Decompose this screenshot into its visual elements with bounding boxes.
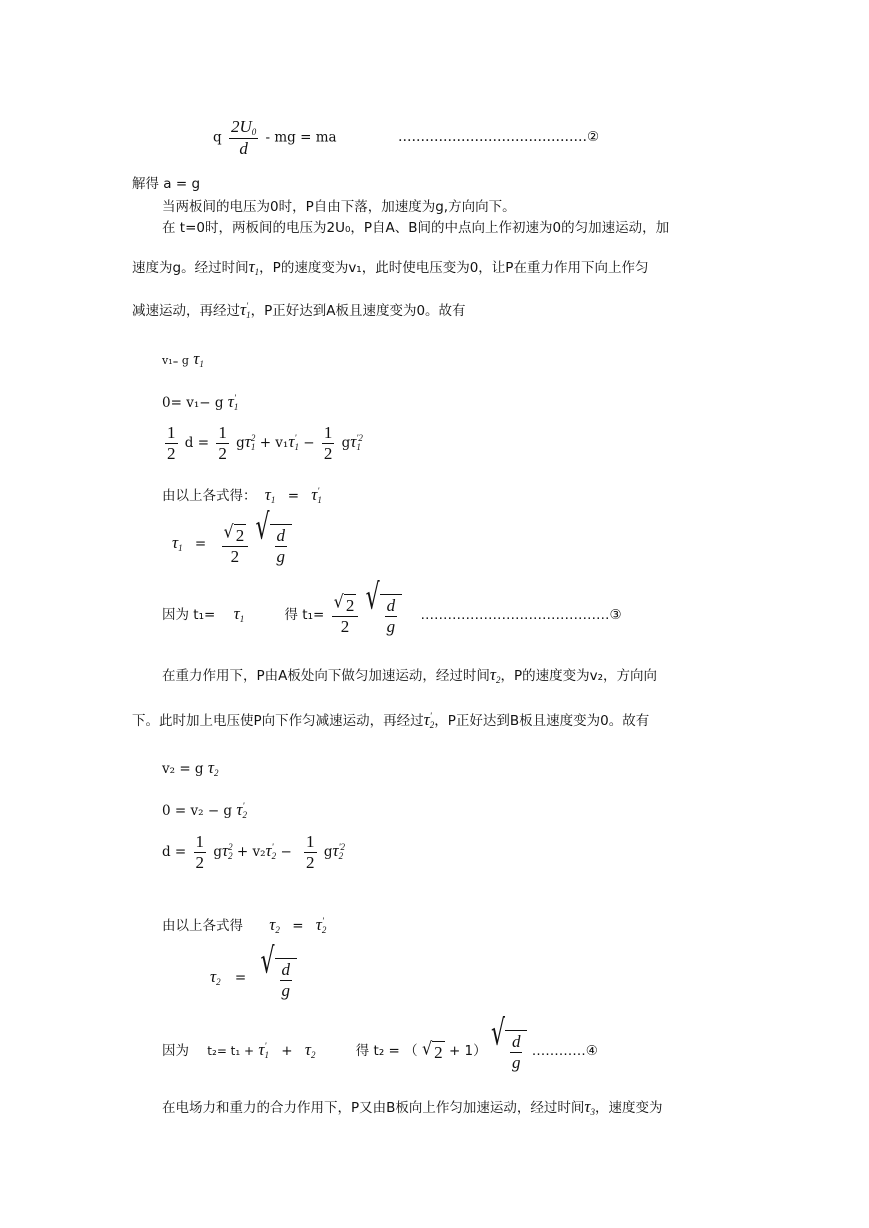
because-t1: 因为 $t_1= \tau_1$ 得 t₁= √ 2 2 √ $\frac{d}{g}$ ……………………………………③ [162,578,622,636]
para4: 在电场力和重力的合力作用下，P又由B板向上作匀加速运动，经过时间$\tau_3$，速度变为 [162,1097,663,1117]
eq2-rest: - mg = ma [265,129,337,146]
because-t2: 因为 t₂= t₁ + τ ' 1 + $\tau_2$ 得 t₂ = （ √ 2 + 1） √ $\frac{d}{g}$ …………④ [162,1014,598,1072]
tau2-result: $\tau_2$ = √ $\frac{d}{g}$ [210,958,297,1000]
equation-2 [213,118,337,158]
solve-a: 解得 a = g [132,176,201,192]
para2-line1: 在 t=0时，两板间的电压为2U₀，P自A、B间的中点向上作初速为0的匀加速运动，加 [162,220,670,236]
eq2-number: ……………………………………② [398,129,600,145]
tau1-result: $\tau_1$ = √ 2 2 √ $\frac{d}{g}$ [172,524,292,566]
eq-v2: v₂ = g $\tau_2$ [162,758,219,778]
from-above-1: 由以上各式得： $\tau_1 = \tau$ ' 1 [162,485,322,506]
eq-v1: v₁₌ g $\tau_1$ [162,349,204,369]
eq2-q: q [213,129,222,146]
eq-half-d: $\frac{1}{2}$ d = $\frac{1}{2}$ gτ 2 1 + v₁τ ' 1 − $\frac{1}{2}$ gτ '2 1 [167,423,363,463]
para1: 当两板间的电压为0时，P自由下落，加速度为g,方向向下。 [162,199,516,215]
eq-zero2: 0 = v₂ − g τ ' 2 [162,800,247,821]
from-above-2: 由以上各式得 $\tau_2 = \tau$ ' 2 [162,915,327,936]
eq-d2: d = $\frac{1}{2}$ gτ 2 2 + v₂τ ' 2 − $\frac{1}{2}$ gτ '2 2 [162,832,346,872]
eq2-fraction: $\frac{2U_0}{d}$ [230,117,257,159]
eq-zero1: 0= v₁− g τ ' 1 [162,392,239,413]
para2-line3: 减速运动，再经过τ ' 1 ，P正好达到A板且速度变为0。故有 [132,300,466,321]
para2-line2: 速度为g。经过时间$\tau_1$，P的速度变为v₁，此时使电压变为0，让P在重力作用下向上作匀 [132,257,649,277]
para3-line2: 下。此时加上电压使P向下作匀减速运动，再经过τ ' 2 ，P正好达到B板且速度变为0。故有 [132,710,650,731]
para3-line1: 在重力作用下，P由A板处向下做匀加速运动，经过时间$\tau_2$，P的速度变为v₂，方向向 [162,665,658,685]
